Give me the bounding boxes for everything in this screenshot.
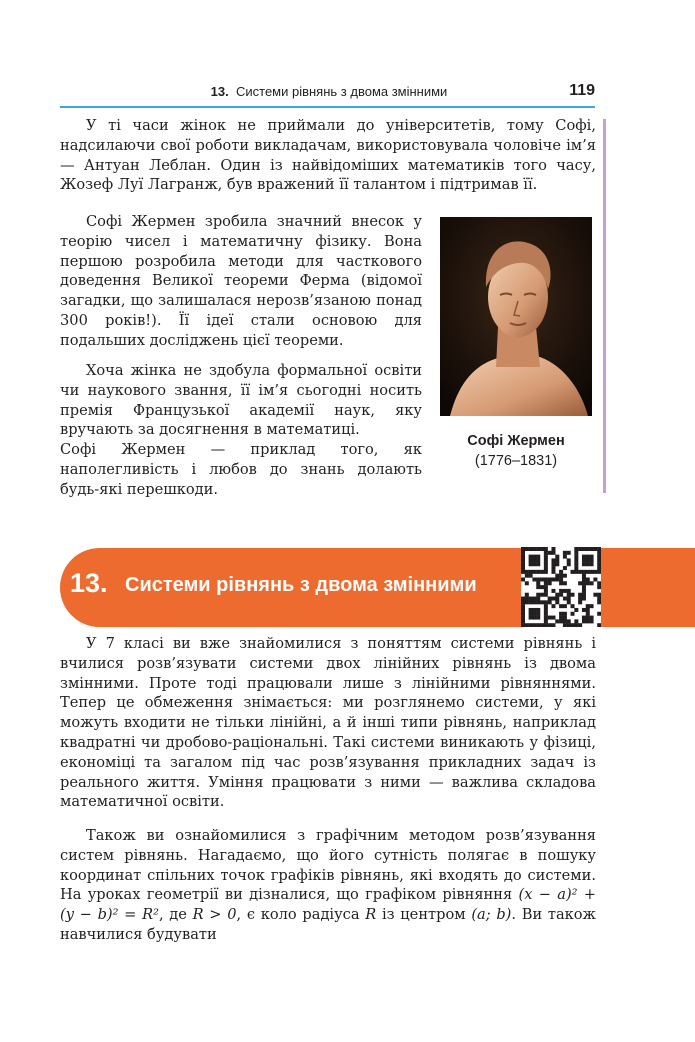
sidebar-paragraph-3: Хоча жінка не здобула формальної освіти чи наукового звання, її ім’я сьогодні носить премія Французької академії наук, яку вручають за досягнення в математиці. <box>60 362 422 439</box>
portrait-caption-years: (1776–1831) <box>474 453 558 469</box>
body-paragraph-2-end: . Ви також навчилися будувати <box>60 906 596 943</box>
radius-variable: R <box>365 906 377 924</box>
bust-illustration <box>440 217 592 416</box>
body-paragraph-2-start: Також ви ознайомилися з графічним методом розв’язування систем рівнянь. Нагадаємо, що його сутність полягає в пошуку координат спільних точок графіків рівнянь, які входять до системи. На уроках геометрії ви дізналися, що графіком рівняння <box>60 827 596 904</box>
sidebar-paragraph-3-end: Софі Жермен — приклад того, як наполегливість і любов до знань долають будь-які перешкоди. <box>60 441 422 498</box>
portrait-image <box>440 217 592 416</box>
header-section-number: 13. <box>210 84 229 99</box>
body-paragraph-2-mid3: із центром <box>376 906 472 924</box>
body-paragraph-2-mid1: , де <box>158 906 193 924</box>
header-section-title: Системи рівнянь з двома змінними <box>235 84 448 99</box>
sidebar-accent-bar <box>603 119 606 493</box>
section-title: Системи рівнянь з двома змінними <box>125 574 477 596</box>
radius-condition: R > 0 <box>192 906 237 924</box>
body-paragraph-2 <box>60 826 596 945</box>
sidebar-paragraph-2: Софі Жермен зробила значний внесок у теорію чисел і математичну фізику. Вона першою розробила методи для часткового доведення Великої теореми Ферма (відомої загадки, що залишалася нерозв’язаною понад 300 років!). Її ідеї стали основою для подальших досліджень цієї теореми. <box>60 213 422 349</box>
running-header <box>63 82 595 104</box>
qr-code-icon <box>521 547 601 627</box>
page-number: 119 <box>569 82 595 99</box>
portrait-caption-name: Софі Жермен <box>467 433 565 449</box>
body-paragraph-1: У 7 класі ви вже знайомилися з поняттям системи рівнянь і вчилися розв’язувати системи двох лінійних рівнянь із двома змінними. Проте тоді працювали лише з лінійними рівняннями. Тепер це обмеження знімається: ми розглянемо системи, у які можуть входити не тільки лінійні, а й інші типи рівнянь, наприклад квадратні чи дробово-раціональні. Такі системи виникають у фізиці, економіці та загалом під час розв’язування прикладних задач із реального життя. Уміння працювати з ними — важлива складова математичної освіти. <box>60 635 596 811</box>
header-rule <box>60 106 595 108</box>
circle-equation: (x − a)² + (y − b)² = R² <box>60 886 597 924</box>
sidebar-paragraph-1: У ті часи жінок не приймали до університетів, тому Софі, надсилаючи свої роботи викладачам, використовувала чоловіче ім’я — Антуан Леблан. Один із найвідоміших математиків того часу, Жозеф Луї Лагранж, був вражений її талантом і підтримав її. <box>60 117 596 194</box>
body-paragraph-2-mid2: , є коло радіуса <box>236 906 366 924</box>
qr-code[interactable] <box>521 547 601 627</box>
section-number: 13. <box>70 568 108 598</box>
running-header-title <box>63 84 595 99</box>
circle-center: (a; b) <box>471 906 512 924</box>
